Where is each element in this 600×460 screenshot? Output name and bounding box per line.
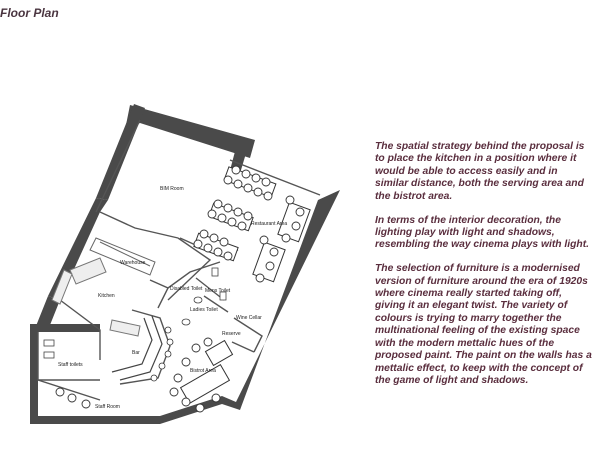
label-bim-room: BIM Room [160,186,184,192]
label-bistrot-area: Bistrot Area [190,368,216,374]
outer-walls [30,104,340,424]
label-kitchen: Kitchen [98,293,115,299]
label-warehouse: Warehouse [120,260,146,266]
description-paragraph-1: The spatial strategy behind the proposal is to place the kitchen in a position where it would be able to access easily and in similar distance, both the serving area and the bistrot area. [375,141,585,202]
label-ladies-toilet: Ladies Toilet [190,307,218,313]
bar-stools [151,327,173,381]
description-paragraph-3: The selection of furniture is a modernised version of furniture around the era of 1920s where cinema really started taking off, giving it an elegant twist. The variety of colours is trying to marry together the multinational feeling of the existing space with the modern mettalic hues of the proposed paint. The paint on the walls has a mettalic effect, to keep with the concept of the game of light and shadows. [375,263,592,386]
page-title: Floor Plan [0,6,59,20]
label-staff-toilets: Staff toilets [58,362,83,368]
description-paragraph-2: In terms of the interior decoration, the lighting play with light and shadows, resembling the way cinema plays with light. [375,214,590,251]
label-mens-toilet: Mens Toilet [205,288,231,294]
label-reserve: Reserve [222,331,241,337]
label-wine-cellar: Wine Cellar [236,315,262,321]
label-restaurant-area: Restaurant Area [251,221,288,227]
label-staff-room: Staff Room [95,404,120,410]
description-text [375,141,593,399]
label-disabled-toilet: Disabled Toilet [170,286,203,292]
label-bar: Bar [132,350,140,356]
